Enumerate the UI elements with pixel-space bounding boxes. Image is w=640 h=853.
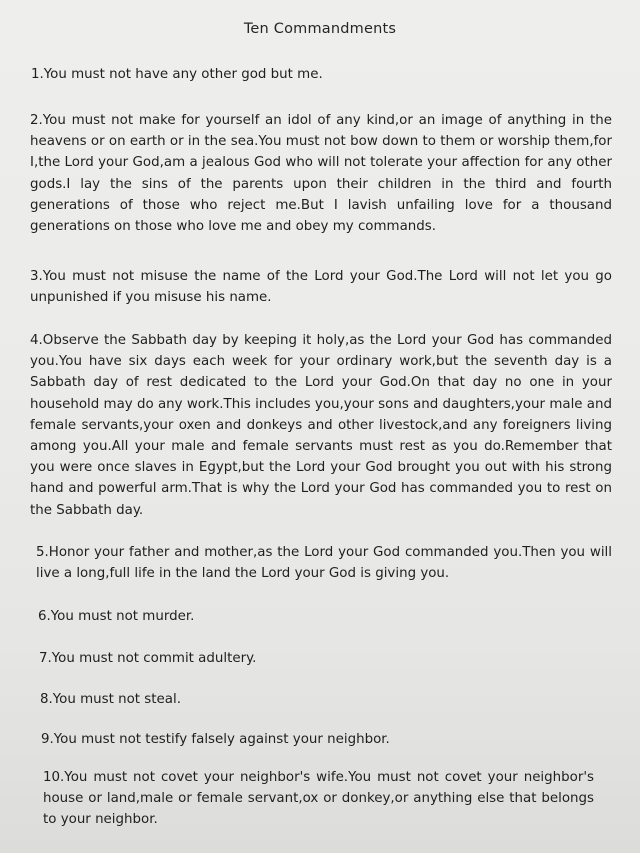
commandment-1: 1.You must not have any other god but me. xyxy=(31,67,323,82)
commandment-6: 6.You must not murder. xyxy=(38,609,195,624)
commandment-10: 10.You must not covet your neighbor's wife.You must not covet your neighbor's house or land,male or female servant,ox or donkey,or anything else that belongs to your neighbor. xyxy=(43,770,594,828)
commandment-7: 7.You must not commit adultery. xyxy=(39,651,257,666)
commandment-2: 2.You must not make for yourself an idol of any kind,or an image of anything in the heavens or on earth or in the sea.You must not bow down to them or worship them,for I,the Lord your God,am a jealous God who will not tolerate your affection for any other gods.I lay the sins of the parents upon their children in the third and fourth generations of those who reject me.But I lavish unfailing love for a thousand generations on those who love me and obey my commands. xyxy=(30,113,612,235)
commandment-5: 5.Honor your father and mother,as the Lord your God commanded you.Then you will live a long,full life in the land the Lord your God is giving you. xyxy=(36,545,612,582)
commandment-4: 4.Observe the Sabbath day by keeping it holy,as the Lord your God has commanded you.You have six days each week for your ordinary work,but the seventh day is a Sabbath day of rest dedicated to the Lord your God.On that day no one in your household may do any work.This includes you,your sons and daughters,your male and female servants,your oxen and donkeys and other livestock,and any foreigners living among you.All your male and female servants must rest as you do.Remember that you were once slaves in Egypt,but the Lord your God brought you out with his strong hand and powerful arm.That is why the Lord your God has commanded you to rest on the Sabbath day. xyxy=(30,333,612,518)
document-title: Ten Commandments xyxy=(243,21,397,37)
commandment-8: 8.You must not steal. xyxy=(40,692,181,707)
commandment-3: 3.You must not misuse the name of the Lord your God.The Lord will not let you go unpunished if you misuse his name. xyxy=(30,269,612,306)
commandment-9: 9.You must not testify falsely against your neighbor. xyxy=(41,732,390,747)
